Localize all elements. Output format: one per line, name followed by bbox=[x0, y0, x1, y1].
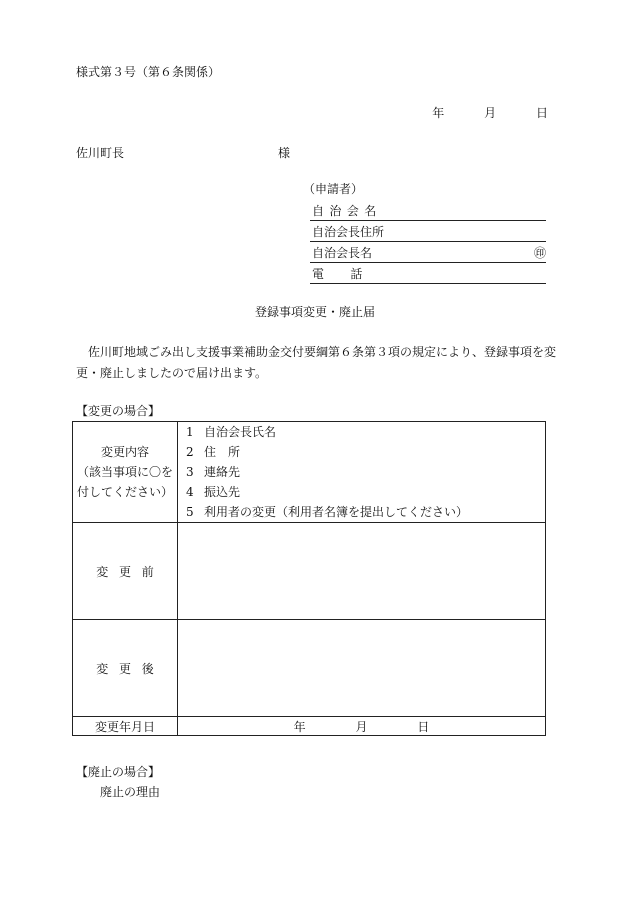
change-item-user-change[interactable]: 5 利用者の変更（利用者名簿を提出してください） bbox=[186, 505, 469, 519]
before-change-input[interactable] bbox=[178, 523, 546, 620]
addressee-honorific: 様 bbox=[278, 146, 291, 160]
change-content-note-2: 付してください） bbox=[76, 485, 173, 499]
after-change-input[interactable] bbox=[178, 620, 546, 717]
document-title: 登録事項変更・廃止届 bbox=[254, 305, 375, 319]
change-date-input[interactable] bbox=[178, 717, 546, 736]
change-section-label: 【変更の場合】 bbox=[76, 404, 161, 418]
change-date-month-unit: 月 bbox=[355, 719, 368, 734]
change-content-note-1: （該当事項に〇を bbox=[76, 465, 173, 479]
applicant-association-name-field[interactable] bbox=[310, 181, 546, 221]
applicant-leader-address-field[interactable] bbox=[310, 221, 546, 242]
change-content-label: 変更内容 bbox=[100, 445, 149, 459]
abolish-reason-input[interactable] bbox=[100, 802, 546, 882]
after-change-row bbox=[73, 620, 546, 717]
change-content-label-cell bbox=[73, 422, 178, 523]
change-date-label: 変更年月日 bbox=[73, 717, 178, 736]
date-month-unit: 月 bbox=[484, 106, 497, 120]
change-table bbox=[72, 421, 546, 736]
form-number: 様式第３号（第６条関係） bbox=[76, 65, 221, 79]
change-date-year-unit: 年 bbox=[293, 719, 306, 734]
change-item-bank-account[interactable]: 4 振込先 bbox=[186, 485, 241, 499]
change-item-address[interactable]: 2 住 所 bbox=[186, 445, 241, 459]
submission-date bbox=[432, 105, 548, 121]
leader-name-label: 自治会長名 bbox=[312, 246, 373, 260]
association-name-label: 自治会名 bbox=[312, 204, 382, 218]
after-change-label: 変更後 bbox=[73, 620, 178, 717]
applicant-title: （申請者） bbox=[303, 182, 364, 196]
abolish-section-label: 【廃止の場合】 bbox=[76, 765, 161, 779]
change-date-row bbox=[73, 717, 546, 736]
addressee-name: 佐川町長 bbox=[76, 146, 125, 160]
abolish-reason-label: 廃止の理由 bbox=[100, 785, 161, 799]
seal-mark-icon: ㊞ bbox=[533, 246, 546, 260]
change-item-leader-name[interactable]: 1 自治会長氏名 bbox=[186, 425, 277, 439]
date-day-unit: 日 bbox=[535, 106, 548, 120]
change-date-day-unit: 日 bbox=[417, 719, 430, 734]
change-items-cell bbox=[178, 422, 546, 523]
before-change-label: 変更前 bbox=[73, 523, 178, 620]
phone-label: 電話 bbox=[312, 267, 389, 281]
body-paragraph: 佐川町地域ごみ出し支援事業補助金交付要綱第６条第３項の規定により、登録事項を変更・廃止しましたので届け出ます。 bbox=[76, 345, 557, 380]
leader-address-label: 自治会長住所 bbox=[312, 225, 385, 239]
change-item-contact[interactable]: 3 連絡先 bbox=[186, 465, 241, 479]
before-change-row bbox=[73, 523, 546, 620]
applicant-phone-field[interactable] bbox=[310, 263, 546, 284]
date-year-unit: 年 bbox=[432, 106, 445, 120]
change-content-row bbox=[73, 422, 546, 523]
applicant-leader-name-field[interactable] bbox=[310, 242, 546, 263]
